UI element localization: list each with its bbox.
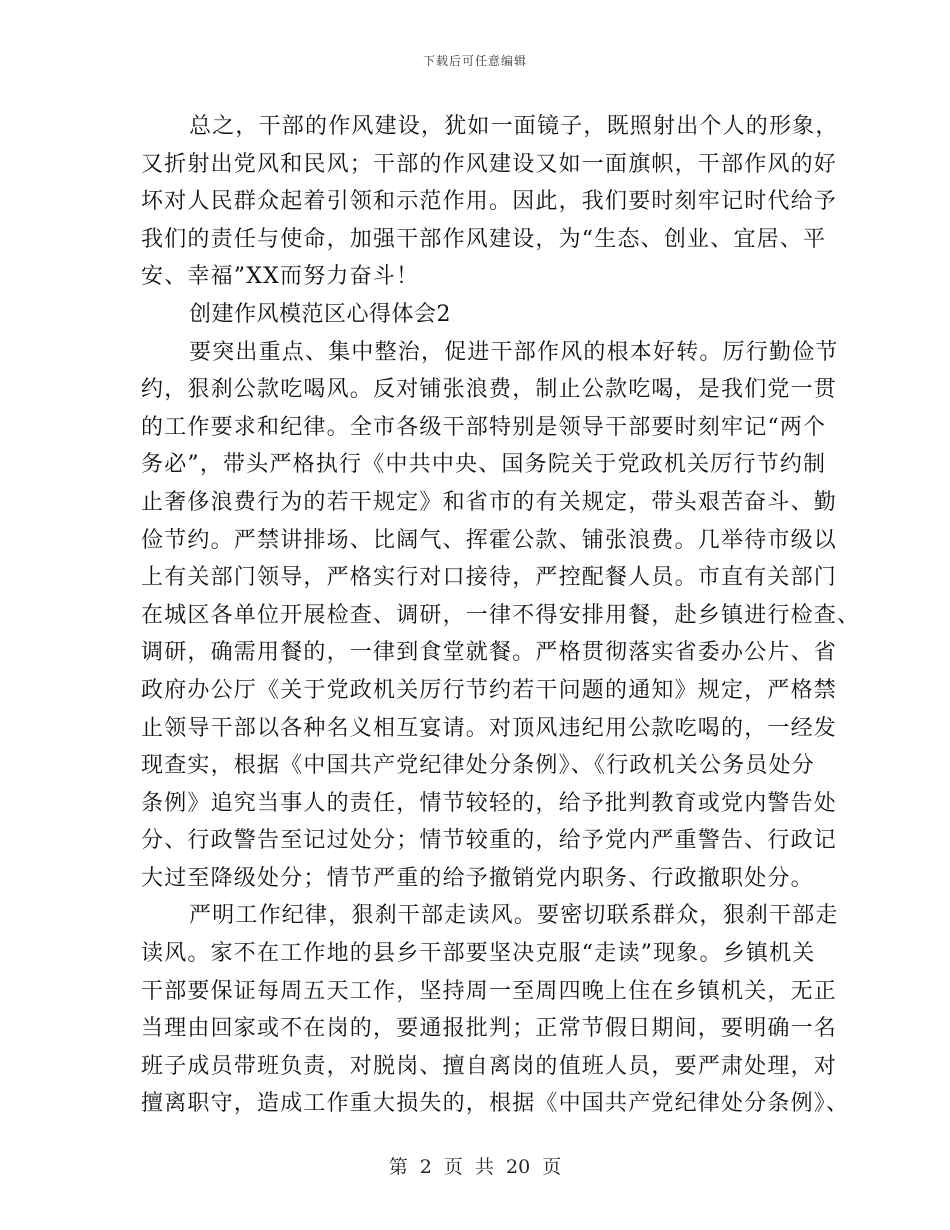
text-line: 当理由回家或不在岗的，要通报批判；正常节假日期间，要明确一名 <box>141 1016 838 1042</box>
text-line: 大过至降级处分；情节严重的给予撤销党内职务、行政撤职处分。 <box>141 865 814 891</box>
text-line: 分、行政警告至记过处分；情节较重的，给予党内严重警告、行政记 <box>141 828 838 854</box>
text-line: 务必”，带头严格执行《中共中央、国务院关于党政机关厉行节约制 <box>141 452 827 478</box>
text-line: 俭节约。严禁讲排场、比阔气、挥霍公款、铺张浪费。几举待市级以 <box>141 527 838 553</box>
text-line: 我们的责任与使命，加强干部作风建设，为“生态、创业、宜居、平 <box>141 226 827 252</box>
page-header-note: 下载后可任意编辑 <box>422 54 527 68</box>
page-number: 第 2 页 共 20 页 <box>388 1156 562 1178</box>
body-text <box>141 108 861 1123</box>
text-line: 又折射出党风和民风；干部的作风建设又如一面旗帜，干部作风的好 <box>141 151 838 177</box>
section-heading: 创建作风模范区心得体会2 <box>189 301 451 327</box>
text-line: 止奢侈浪费行为的若干规定》和省市的有关规定，带头艰苦奋斗、勤 <box>141 489 838 515</box>
text-line: 在城区各单位开展检查、调研，一律不得安排用餐，赴乡镇进行检查、 <box>141 602 861 628</box>
text-line: 的工作要求和纪律。全市各级干部特别是领导干部要时刻牢记“两个 <box>141 414 827 440</box>
text-line: 政府办公厅《关于党政机关厉行节约若干问题的通知》规定，严格禁 <box>141 677 838 703</box>
text-line: 止领导干部以各种名义相互宴请。对顶风违纪用公款吃喝的，一经发 <box>141 715 838 741</box>
text-line: 严明工作纪律，狠刹干部走读风。要密切联系群众，狠刹干部走 <box>189 903 839 929</box>
text-line: 班子成员带班负责，对脱岗、擅自离岗的值班人员，要严肃处理，对 <box>141 1053 838 1079</box>
text-line: 约，狠刹公款吃喝风。反对铺张浪费，制止公款吃喝，是我们党一贯 <box>141 377 838 403</box>
text-line: 擅离职守，造成工作重大损失的，根据《中国共产党纪律处分条例》、 <box>141 1091 850 1117</box>
text-line: 要突出重点、集中整治，促进干部作风的根本好转。厉行勤俭节 <box>189 339 839 365</box>
text-line: 条例》追究当事人的责任，情节较轻的，给予批判教育或党内警告处 <box>141 790 838 816</box>
text-line: 现查实，根据《中国共产党纪律处分条例》、《行政机关公务员处分 <box>141 753 816 779</box>
text-line: 安、幸福”XX而努力奋斗！ <box>141 264 420 290</box>
text-line: 读风。家不在工作地的县乡干部要坚决克服“走读”现象。乡镇机关 <box>141 941 816 967</box>
text-line: 坏对人民群众起着引领和示范作用。因此，我们要时刻牢记时代给予 <box>141 189 838 215</box>
text-line: 上有关部门领导，严格实行对口接待，严控配餐人员。市直有关部门 <box>141 565 838 591</box>
text-line: 调研，确需用餐的，一律到食堂就餐。严格贯彻落实省委办公片、省 <box>141 640 838 666</box>
text-line: 总之，干部的作风建设，犹如一面镜子，既照射出个人的形象， <box>189 114 839 139</box>
text-line: 干部要保证每周五天工作，坚持周一至周四晚上住在乡镇机关，无正 <box>141 978 838 1004</box>
